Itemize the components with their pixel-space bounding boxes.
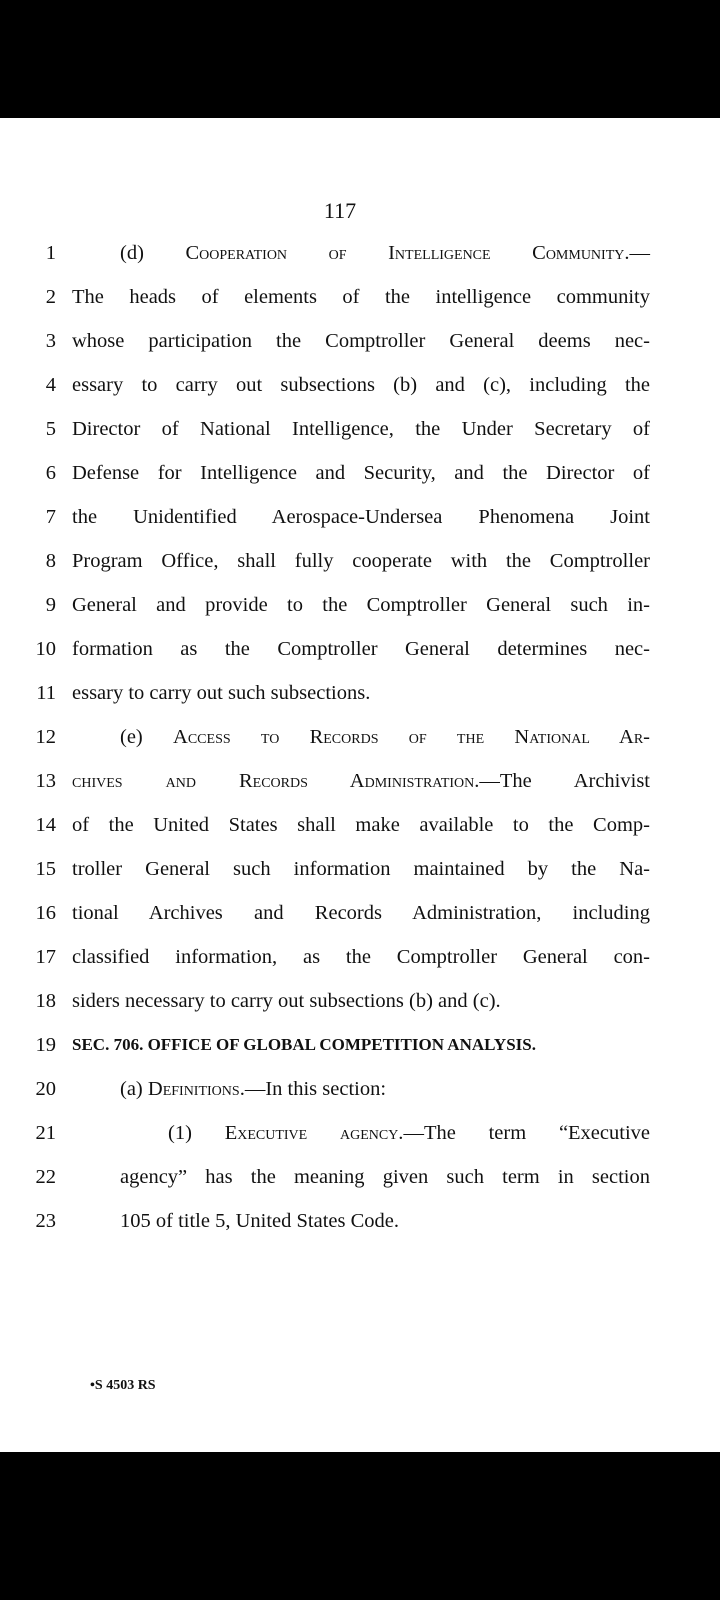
line-text-rest: —The Archivist <box>479 770 650 792</box>
line-number: 15 <box>35 858 56 880</box>
line-text: tional Archives and Records Administration, including <box>72 902 650 924</box>
line-text: essary to carry out subsections (b) and (c), including the <box>72 374 650 396</box>
paragraph-heading-1 <box>168 1118 650 1148</box>
line-text: 105 of title 5, United States Code. <box>120 1210 399 1232</box>
line-number: 3 <box>45 330 56 352</box>
line-22 <box>0 1162 720 1192</box>
line-18 <box>0 986 720 1016</box>
line-17 <box>0 942 720 972</box>
section-heading: SEC. 706. OFFICE OF GLOBAL COMPETITION ANALYSIS. <box>72 1035 536 1054</box>
line-text: General and provide to the Comptroller General such in- <box>72 594 650 616</box>
line-5 <box>0 414 720 444</box>
line-text: formation as the Comptroller General determines nec- <box>72 638 650 660</box>
subsection-label: (a) <box>120 1078 148 1100</box>
line-9 <box>0 590 720 620</box>
line-8 <box>0 546 720 576</box>
line-number: 21 <box>35 1122 56 1144</box>
line-number: 16 <box>35 902 56 924</box>
line-text: agency” has the meaning given such term in section <box>120 1166 650 1188</box>
subsection-title: Definitions. <box>147 1078 245 1100</box>
line-text: Director of National Intelligence, the Under Secretary of <box>72 418 650 440</box>
line-2 <box>0 282 720 312</box>
line-10 <box>0 634 720 664</box>
paragraph-label: (1) <box>168 1122 225 1144</box>
line-text: The heads of elements of the intelligence community <box>72 286 650 308</box>
line-text: siders necessary to carry out subsections (b) and (c). <box>72 990 501 1012</box>
line-text-rest: —The term “Executive <box>403 1122 650 1144</box>
line-3 <box>0 326 720 356</box>
line-number: 19 <box>35 1034 56 1056</box>
line-text-rest: —In this section: <box>244 1078 387 1100</box>
line-19 <box>0 1030 720 1060</box>
subsection-title-cont: chives and Records Administration. <box>72 770 480 792</box>
line-number: 17 <box>35 946 56 968</box>
line-1 <box>0 238 720 268</box>
line-12 <box>0 722 720 752</box>
line-number: 2 <box>45 286 56 308</box>
line-text: classified information, as the Comptroller General con- <box>72 946 650 968</box>
bill-identifier-footer: •S 4503 RS <box>90 1378 156 1393</box>
line-number: 20 <box>35 1078 56 1100</box>
line-number: 1 <box>45 242 56 264</box>
line-number: 7 <box>45 506 56 528</box>
line-text <box>72 766 650 796</box>
subsection-label: (e) <box>120 726 174 748</box>
subsection-heading-e <box>120 722 650 752</box>
subsection-heading-d <box>120 238 650 268</box>
line-number: 18 <box>35 990 56 1012</box>
line-text: Program Office, shall fully cooperate with the Comptroller <box>72 550 650 572</box>
line-14 <box>0 810 720 840</box>
paragraph-title: Executive agency. <box>224 1122 404 1144</box>
line-text: essary to carry out such subsections. <box>72 682 371 704</box>
bottom-black-bar <box>0 1452 720 1600</box>
line-4 <box>0 370 720 400</box>
line-text: of the United States shall make available to the Comp- <box>72 814 650 836</box>
line-13 <box>0 766 720 796</box>
subsection-title: Cooperation of Intelligence Community. <box>185 242 630 264</box>
line-23 <box>0 1206 720 1236</box>
top-black-bar <box>0 0 720 118</box>
page-number: 117 <box>323 198 357 223</box>
line-number: 23 <box>35 1210 56 1232</box>
line-20 <box>0 1074 720 1104</box>
line-15 <box>0 854 720 884</box>
document-page <box>0 118 720 1452</box>
line-number: 10 <box>35 638 56 660</box>
line-11 <box>0 678 720 708</box>
subsection-heading-a <box>120 1074 650 1104</box>
line-number: 6 <box>45 462 56 484</box>
line-text: whose participation the Comptroller General deems nec- <box>72 330 650 352</box>
line-number: 13 <box>35 770 56 792</box>
line-number: 8 <box>45 550 56 572</box>
line-number: 12 <box>35 726 56 748</box>
line-number: 11 <box>36 682 56 704</box>
line-6 <box>0 458 720 488</box>
line-text: the Unidentified Aerospace-Undersea Phenomena Joint <box>72 506 650 528</box>
subsection-label: (d) <box>120 242 186 264</box>
line-number: 5 <box>45 418 56 440</box>
subsection-title: Access to Records of the National Ar- <box>173 726 650 748</box>
line-7 <box>0 502 720 532</box>
line-text: Defense for Intelligence and Security, and the Director of <box>72 462 650 484</box>
line-number: 4 <box>45 374 56 396</box>
line-21 <box>0 1118 720 1148</box>
line-number: 14 <box>35 814 56 836</box>
line-number: 22 <box>35 1166 56 1188</box>
line-number: 9 <box>45 594 56 616</box>
line-16 <box>0 898 720 928</box>
dash: — <box>629 242 650 264</box>
line-text: troller General such information maintained by the Na- <box>72 858 650 880</box>
